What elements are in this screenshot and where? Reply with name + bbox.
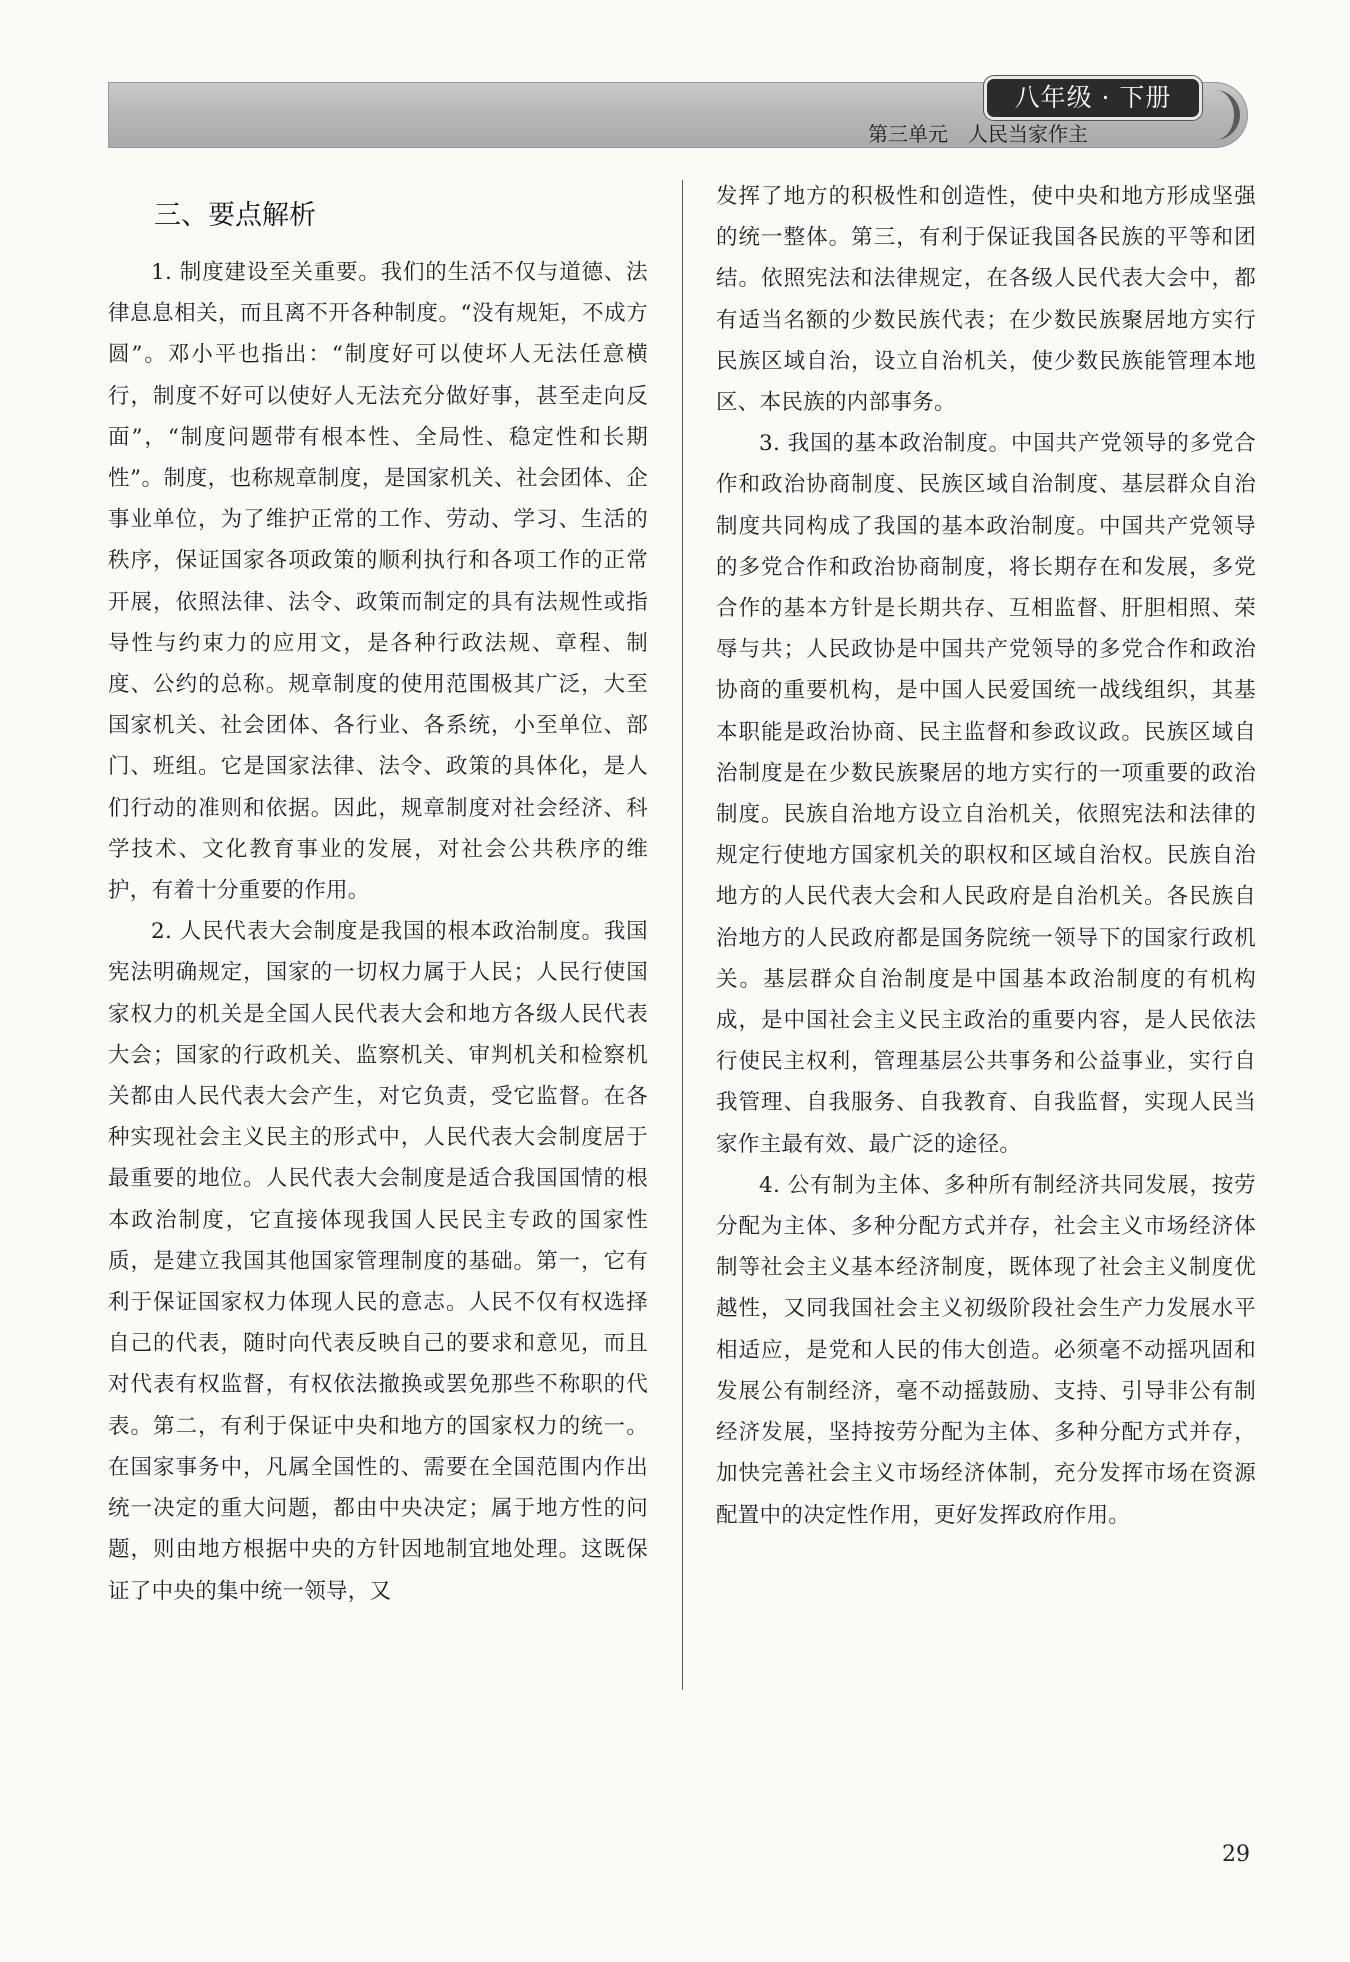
paragraph-4: 4. 公有制为主体、多种所有制经济共同发展，按劳分配为主体、多种分配方式并存，社会主义市场经济体制等社会主义基本经济制度，既体现了社会主义制度优越性，又同我国社会主义初级阶段社会生产力发展水平相适应，是党和人民的伟大创造。必须毫不动摇巩固和发展公有制经济，毫不动摇鼓励、支持、引导非公有制经济发展，坚持按劳分配为主体、多种分配方式并存，加快完善社会主义市场经济体制，充分发挥市场在资源配置中的决定性作用，更好发挥政府作用。	[716, 1172, 1256, 1528]
section-title: 三、要点解析	[154, 200, 316, 231]
paragraph-2-continuation: 发挥了地方的积极性和创造性，使中央和地方形成坚强的统一整体。第三，有利于保证我国各民族的平等和团结。依照宪法和法律规定，在各级人民代表大会中，都有适当名额的少数民族代表；在少数民族聚居地方实行民族区域自治，设立自治机关，使少数民族能管理本地区、本民族的内部事务。	[716, 184, 1256, 416]
right-column	[716, 176, 1256, 1536]
unit-title: 人民当家作主	[968, 122, 1088, 146]
left-column	[108, 176, 648, 1612]
paragraph-2: 2. 人民代表大会制度是我国的根本政治制度。我国宪法明确规定，国家的一切权力属于人民；人民行使国家权力的机关是全国人民代表大会和地方各级人民代表大会；国家的行政机关、监察机关、审判机关和检察机关都由人民代表大会产生，对它负责，受它监督。在各种实现社会主义民主的形式中，人民代表大会制度居于最重要的地位。人民代表大会制度是适合我国国情的根本政治制度，它直接体现我国人民民主专政的国家性质，是建立我国其他国家管理制度的基础。第一，它有利于保证国家权力体现人民的意志。人民不仅有权选择自己的代表，随时向代表反映自己的要求和意见，而且对代表有权监督，有权依法撤换或罢免那些不称职的代表。第二，有利于保证中央和地方的国家权力的统一。在国家事务中，凡属全国性的、需要在全国范围内作出统一决定的重大问题，都由中央决定；属于地方性的问题，则由地方根据中央的方针因地制宜地处理。这既保证了中央的集中统一领导，又	[108, 919, 648, 1604]
column-divider	[682, 180, 683, 1690]
unit-number: 第三单元	[868, 122, 948, 146]
unit-label	[868, 120, 1108, 148]
paragraph-1: 1. 制度建设至关重要。我们的生活不仅与道德、法律息息相关，而且离不开各种制度。“没有规矩，不成方圆”。邓小平也指出：“制度好可以使坏人无法任意横行，制度不好可以使好人无法充分做好事，甚至走向反面”，“制度问题带有根本性、全局性、稳定性和长期性”。制度，也称规章制度，是国家机关、社会团体、企事业单位，为了维护正常的工作、劳动、学习、生活的秩序，保证国家各项政策的顺利执行和各项工作的正常开展，依照法律、法令、政策而制定的具有法规性或指导性与约束力的应用文，是各种行政法规、章程、制度、公约的总称。规章制度的使用范围极其广泛，大至国家机关、社会团体、各行业、各系统，小至单位、部门、班组。它是国家法律、法令、政策的具体化，是人们行动的准则和依据。因此，规章制度对社会经济、科学技术、文化教育事业的发展，对社会公共秩序的维护，有着十分重要的作用。	[108, 260, 648, 904]
grade-badge: 八年级 · 下册	[984, 76, 1202, 120]
paragraph-3: 3. 我国的基本政治制度。中国共产党领导的多党合作和政治协商制度、民族区域自治制度、基层群众自治制度共同构成了我国的基本政治制度。中国共产党领导的多党合作和政治协商制度，将长期存在和发展，多党合作的基本方针是长期共存、互相监督、肝胆相照、荣辱与共；人民政协是中国共产党领导的多党合作和政治协商的重要机构，是中国人民爱国统一战线组织，其基本职能是政治协商、民主监督和参政议政。民族区域自治制度是在少数民族聚居的地方实行的一项重要的政治制度。民族自治地方设立自治机关，依照宪法和法律的规定行使地方国家机关的职权和区域自治权。民族自治地方的人民代表大会和人民政府是自治机关。各民族自治地方的人民政府都是国务院统一领导下的国家行政机关。基层群众自治制度是中国基本政治制度的有机构成，是中国社会主义民主政治的重要内容，是人民依法行使民主权利，管理基层公共事务和公益事业，实行自我管理、自我服务、自我教育、自我监督，实现人民当家作主最有效、最广泛的途径。	[716, 431, 1256, 1157]
page-number: 29	[1222, 1842, 1250, 1867]
